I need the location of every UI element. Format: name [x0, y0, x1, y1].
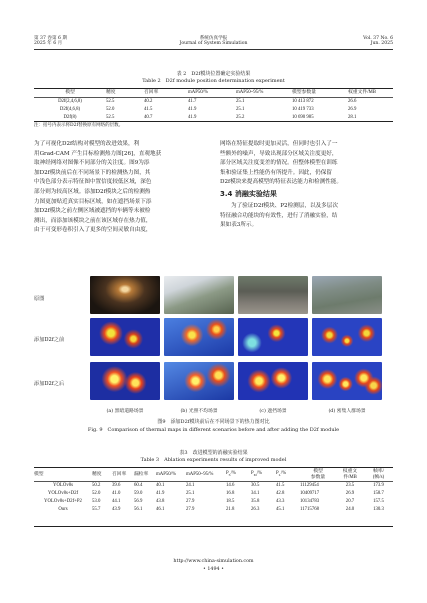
p-letter: P: [226, 470, 229, 476]
table-cell: 41.0: [112, 490, 121, 496]
table-cell: D2f(4,6,8): [59, 106, 81, 112]
table-cell: 41.7: [188, 98, 197, 104]
fig9-heatmap-after-dense-crowd: [312, 362, 382, 400]
table3-head-precision: 精度: [92, 471, 102, 477]
table-cell: 173.9: [373, 483, 384, 488]
table-cell: 157.5: [373, 498, 384, 504]
fig9-heatmap-before-occlusion: [238, 318, 308, 356]
footer-url: http://www.china-simulation.com: [173, 559, 254, 564]
table-cell: 11715768: [300, 506, 320, 512]
table-cell: 53.0: [92, 498, 101, 504]
table-cell: 10134783: [300, 498, 320, 504]
table2-head-weight: 权重文件/MB: [348, 90, 376, 95]
paragraph-line: 部分则为较高区域。添加D2f模块之后的检测热: [34, 188, 151, 195]
table3-bottom-rule: [34, 526, 393, 527]
table-cell: 59.0: [134, 490, 143, 496]
table3-head-model: 模型: [34, 471, 44, 477]
table2-head-recall: 召回率: [144, 90, 159, 95]
paragraph-line: 测出，而添加该模块之前在该区域存在热力值，: [34, 217, 152, 224]
table2-note: 注：括号内表示将D2f替换原有网络的层数。: [34, 123, 124, 128]
fig9-row-label-before: 添加D2f之前: [34, 337, 65, 343]
pct-unit: /%: [256, 470, 263, 476]
table-cell: 11129454: [300, 483, 319, 488]
table3-head-fps: [364, 468, 393, 482]
table-cell: 41.5: [276, 483, 285, 488]
pl-subscript: L: [278, 472, 281, 477]
table-cell: 28.1: [348, 114, 357, 120]
table-cell: 45.1: [276, 506, 285, 512]
table-cell: 130.3: [373, 506, 384, 512]
table-cell: 43.9: [112, 506, 121, 512]
paragraph-line: 些额外的噪声，导致出现部分区域关注度更好，: [220, 150, 338, 157]
header-rule: [34, 49, 393, 50]
table3-head-miss: 漏检率: [134, 471, 149, 477]
table-cell: 56.1: [134, 506, 143, 512]
header-date: 2025 年 6 月: [34, 41, 63, 47]
table-cell: 18.5: [226, 498, 235, 504]
table2-header-row: [34, 89, 393, 97]
table-row: [34, 498, 393, 506]
fig9-image-uneven-light: [164, 276, 234, 314]
table3-head-weight: [336, 468, 364, 482]
table-cell: 25.1: [236, 106, 245, 112]
table3-header-row: [34, 468, 393, 482]
table2: [34, 89, 393, 122]
head-line: (帧/s): [372, 474, 385, 480]
table-row: [34, 106, 393, 114]
table-cell: 30.5: [251, 483, 260, 488]
fig9-heatmap-after-dark-road: [90, 362, 160, 400]
table-cell: 52.5: [106, 98, 115, 104]
table-row: [34, 482, 393, 490]
table-cell: D2f(8): [63, 114, 77, 120]
fig9-sublabel-b: (b) 光照不均场景: [180, 409, 218, 414]
table-cell: 41.9: [156, 490, 165, 496]
table-cell: 10 413 872: [292, 98, 314, 104]
fig9-caption-cn: 图9 添加D2f模块前后在不同场景下的热力图对比: [157, 419, 270, 425]
paragraph-line: D2f模块来提高模型的特征表达能力和检测性能。: [220, 179, 342, 186]
table3-caption-en: Table 3 Ablation experiments results of improved model: [140, 457, 287, 463]
table-cell: 60.4: [134, 483, 143, 488]
table-cell: 25.1: [236, 98, 245, 104]
table3-head-map50: mAP50/%: [156, 471, 176, 477]
table-cell: 52.0: [92, 490, 101, 496]
table-cell: 41.9: [188, 114, 197, 120]
paragraph-line: 网络在特征提取时更加灵活，但同时也引入了一: [220, 141, 338, 147]
head-line: 模型: [313, 468, 323, 474]
paragraph-line: 中浅色部分表示特征图中置信度较低区域，深色: [34, 179, 152, 186]
section-title: 3.4 消融实验结果: [220, 190, 277, 198]
table-cell: 27.9: [186, 506, 195, 512]
pct-unit: /%: [230, 470, 236, 476]
table-cell: 43.3: [276, 498, 285, 504]
table-cell: 26.3: [251, 506, 260, 512]
table-cell: 10 419 733: [292, 106, 314, 112]
table2-head-map5095: mAP50~95/%: [236, 90, 264, 95]
head-line: 权重文: [342, 468, 358, 474]
fig9-row-label-after: 添加D2f之后: [34, 381, 65, 387]
table2-caption-en: Table 2 D2f module position determination experiment: [142, 78, 285, 84]
table-cell: 44.1: [112, 498, 121, 504]
table-cell: 25.1: [186, 490, 195, 496]
table-cell: 14.6: [226, 483, 235, 488]
table-cell: 43.8: [156, 498, 165, 504]
table-cell: 41.9: [188, 106, 197, 112]
fig9-image-dark-road: [90, 276, 160, 314]
fig9-heatmap-after-occlusion: [238, 362, 308, 400]
fig9-row-label-original: 原图: [34, 296, 45, 302]
right-paragraph-2: [220, 202, 394, 231]
table-cell: 56.9: [134, 498, 143, 504]
journal-title-en: Journal of System Simulation: [179, 41, 248, 47]
table-row: [34, 490, 393, 498]
pct-unit: /%: [280, 470, 287, 476]
table-row: [34, 98, 393, 106]
header-volume: 第 37 卷第 6 期: [34, 36, 67, 41]
fig9-sublabel-c: (c) 遮挡场景: [259, 409, 287, 414]
fig9-heatmap-before-uneven-light: [164, 318, 234, 356]
ps-subscript: S: [228, 472, 231, 477]
fig9-heatmap-after-uneven-light: [164, 362, 234, 400]
paragraph-line: 部分区域关注度变差的情况。但整体模型在训练: [220, 160, 338, 167]
table-cell: D2f(2,4,6,8): [58, 98, 82, 104]
head-line: 件/MB: [343, 474, 357, 480]
table-cell: 35.8: [251, 498, 260, 504]
table-cell: 16.8: [226, 490, 235, 496]
table3-head-pm: [251, 468, 276, 482]
table2-head-params: 模型参数量: [292, 90, 316, 95]
table-cell: 52.5: [106, 114, 115, 120]
paragraph-line: 用Grad-CAM 产生目标检测热力图[26]，直观地获: [34, 150, 162, 157]
paragraph-line: 集和验证集上性能仍有所提升。因此，仍保留: [220, 169, 332, 176]
table-row: [34, 506, 393, 514]
table-cell: YOLOv8s+D2f+P2: [44, 498, 82, 504]
table-cell: 26.6: [348, 98, 357, 104]
fig9-heatmap-before-dense-crowd: [312, 318, 382, 356]
table-cell: 40.1: [156, 483, 165, 488]
paragraph-line: 特征融合功能块的有效性，进行了消融实验，结: [220, 212, 338, 219]
table-cell: 39.6: [112, 483, 121, 488]
head-line: 帧率/: [373, 468, 384, 474]
pm-subscript: M: [253, 472, 257, 477]
table3: [34, 468, 393, 514]
paragraph-line: 由于可变形卷积引入了更多的空间灵敏自由度，: [34, 227, 152, 234]
table2-bottom-rule: [34, 121, 393, 122]
table-cell: 27.9: [186, 498, 195, 504]
table-cell: 25.2: [236, 114, 245, 120]
head-line: 参数量: [310, 474, 326, 480]
paragraph-line: 取神经网络对图像不同部分的关注度。图9为添: [34, 160, 150, 167]
table-cell: Ours: [58, 506, 68, 512]
table-cell: 26.9: [348, 106, 357, 112]
table-cell: 20.7: [345, 498, 355, 504]
table-cell: 158.7: [373, 490, 384, 496]
table3-head-params: [300, 468, 336, 482]
fig9-image-dense-crowd: [312, 276, 382, 314]
table-cell: 50.2: [92, 483, 101, 488]
page-number: • 1494 •: [203, 567, 224, 572]
fig9-image-occlusion: [238, 276, 308, 314]
table-cell: 34.1: [251, 490, 260, 496]
paragraph-line: 加D2f模块前后在不同场景下的检测热力图，其: [34, 169, 151, 176]
table-cell: 23.5: [345, 483, 355, 488]
table-cell: 41.5: [144, 106, 153, 112]
table2-caption-cn: 表 2 D2f模块位置确定实验结果: [176, 71, 251, 77]
p-letter: P: [251, 470, 254, 476]
table-cell: 10 690 985: [292, 114, 314, 120]
table-cell: 24.1: [186, 483, 195, 488]
fig9-caption-en: Fig. 9 Comparison of thermal maps in different scenarios before and after adding the D2f module: [87, 427, 340, 433]
p-letter: P: [276, 470, 279, 476]
table-cell: 40.2: [144, 98, 153, 104]
paragraph-line: 力图更加贴近真实目标区域，如在遮挡场景下添: [34, 198, 152, 205]
table-cell: 24.0: [345, 506, 355, 512]
paragraph-line: 为了可视化D2f结构对模型的改进效果，利: [34, 141, 140, 147]
table-cell: 40.7: [144, 114, 153, 120]
right-paragraph: [220, 140, 394, 188]
table2-head-precision: 精度: [106, 90, 116, 95]
paragraph-line: 加D2f模块之前左侧区域被遮挡的车辆等未被检: [34, 208, 151, 215]
left-paragraph: [34, 140, 208, 236]
fig9-heatmap-before-dark-road: [90, 318, 160, 356]
table-cell: 55.7: [92, 506, 101, 512]
header-date-en: Jun. 2025: [370, 41, 393, 47]
table-cell: 10409717: [300, 490, 320, 496]
table2-head-map50: mAP50/%: [188, 90, 208, 95]
table3-caption-cn: 表3 改进模型的消融实验结果: [179, 450, 248, 456]
table-cell: 26.9: [345, 490, 355, 496]
table-cell: 52.0: [106, 106, 115, 112]
fig9-sublabel-a: (a) 黑暗道路场景: [106, 409, 144, 414]
journal-title-cn: 系统仿真学报: [199, 36, 228, 41]
table-cell: 21.8: [226, 506, 235, 512]
table2-head-model: 模型: [65, 90, 75, 95]
table-cell: 46.1: [156, 506, 165, 512]
table3-head-ps: [226, 468, 251, 482]
paragraph-line: 为了验证D2f模块、P2检测层，以及多层次: [231, 203, 338, 209]
table3-head-map5095: mAP50~95/%: [186, 471, 214, 477]
table3-head-pl: [276, 468, 300, 482]
header-volume-en: Vol. 37 No. 6: [363, 36, 393, 41]
table-cell: YOLOv8s+D2f: [47, 490, 79, 496]
header-right: [363, 36, 393, 47]
table3-head-recall: 召回率: [112, 471, 127, 477]
table-cell: YOLOv8s: [53, 483, 73, 488]
fig9-sublabel-d: (d) 密集人群场景: [328, 409, 366, 414]
table-cell: 42.8: [276, 490, 285, 496]
paragraph-line: 果如表3所示。: [220, 222, 258, 229]
